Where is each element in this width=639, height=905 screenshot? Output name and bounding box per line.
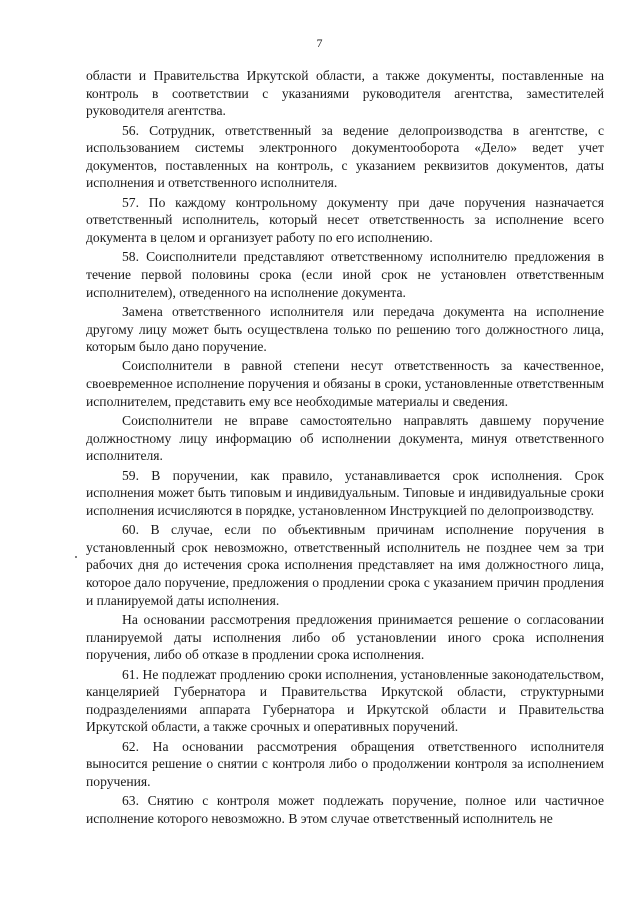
paragraph-58-restriction: Соисполнители не вправе самостоятельно направлять давшему поручение должностному лицу информацию об исполнении документа, минуя ответственного исполнителя. bbox=[86, 413, 604, 464]
paragraph-60: 60. В случае, если по объективным причинам исполнение поручения в установленный срок невозможно, ответственный исполнитель не позднее чем за три рабочих дня до истечения срока исполнения представляет на имя должностного лица, которое дало поручение, предложения о продлении срока с указанием причин продления и планируемой даты исполнения. bbox=[86, 522, 604, 608]
paragraph-57: 57. По каждому контрольному документу при даче поручения назначается ответственный исполнитель, который несет ответственность за исполнение всего документа в целом и организует работу по его исполнению. bbox=[86, 194, 604, 245]
page-number: 7 bbox=[316, 36, 323, 50]
paragraph-63: 63. Снятию с контроля может подлежать поручение, полное или частичное исполнение которого невозможно. В этом случае ответственный исполнитель не bbox=[86, 793, 604, 826]
paragraph-56: 56. Сотрудник, ответственный за ведение делопроизводства в агентстве, с использованием системы электронного документооборота «Дело» ведет учет документов, поставленных на контроль, с указанием реквизитов документов, даты исполнения и ответственного исполнителя. bbox=[86, 122, 604, 191]
paragraph-60-decision: На основании рассмотрения предложения принимается решение о согласовании планируемой даты исполнения либо об установлении иного срока исполнения поручения, либо об отказе в продлении срока исполнения. bbox=[86, 611, 604, 663]
paragraph-continuation: области и Правительства Иркутской области, а также документы, поставленные на контроль в соответствии с указаниями руководителя агентства, заместителей руководителя агентства. bbox=[86, 68, 604, 119]
paragraph-62: 62. На основании рассмотрения обращения ответственного исполнителя выносится решение о снятии с контроля либо о продолжении контроля за исполнением поручения. bbox=[86, 738, 604, 789]
paragraph-59: 59. В поручении, как правило, устанавливается срок исполнения. Срок исполнения может быть типовым и индивидуальным. Типовые и индивидуальные сроки исполнения исчисляются в порядке, установленном Инструкцией по делопроизводству. bbox=[86, 467, 604, 518]
margin-mark bbox=[75, 556, 77, 558]
document-body bbox=[86, 67, 604, 829]
paragraph-58-replacement: Замена ответственного исполнителя или передача документа на исполнение другому лицу может быть осуществлена только по решению того должностного лица, которым было дано поручение. bbox=[86, 303, 604, 355]
paragraph-58-responsibility: Соисполнители в равной степени несут ответственность за качественное, своевременное исполнение поручения и обязаны в сроки, установленные ответственным исполнителем, представить ему все необходимые материалы и сведения. bbox=[86, 358, 604, 409]
paragraph-58: 58. Соисполнители представляют ответственному исполнителю предложения в течение первой половины срока (если иной срок не установлен ответственным исполнителем), отведенного на исполнение документа. bbox=[86, 249, 604, 300]
paragraph-61: 61. Не подлежат продлению сроки исполнения, установленные законодательством, канцелярией Губернатора и Правительства Иркутской области, структурными подразделениями аппарата Губернатора и Иркутской области и Правительства Иркутской области, а также срочных и оперативных поручений. bbox=[86, 666, 604, 735]
